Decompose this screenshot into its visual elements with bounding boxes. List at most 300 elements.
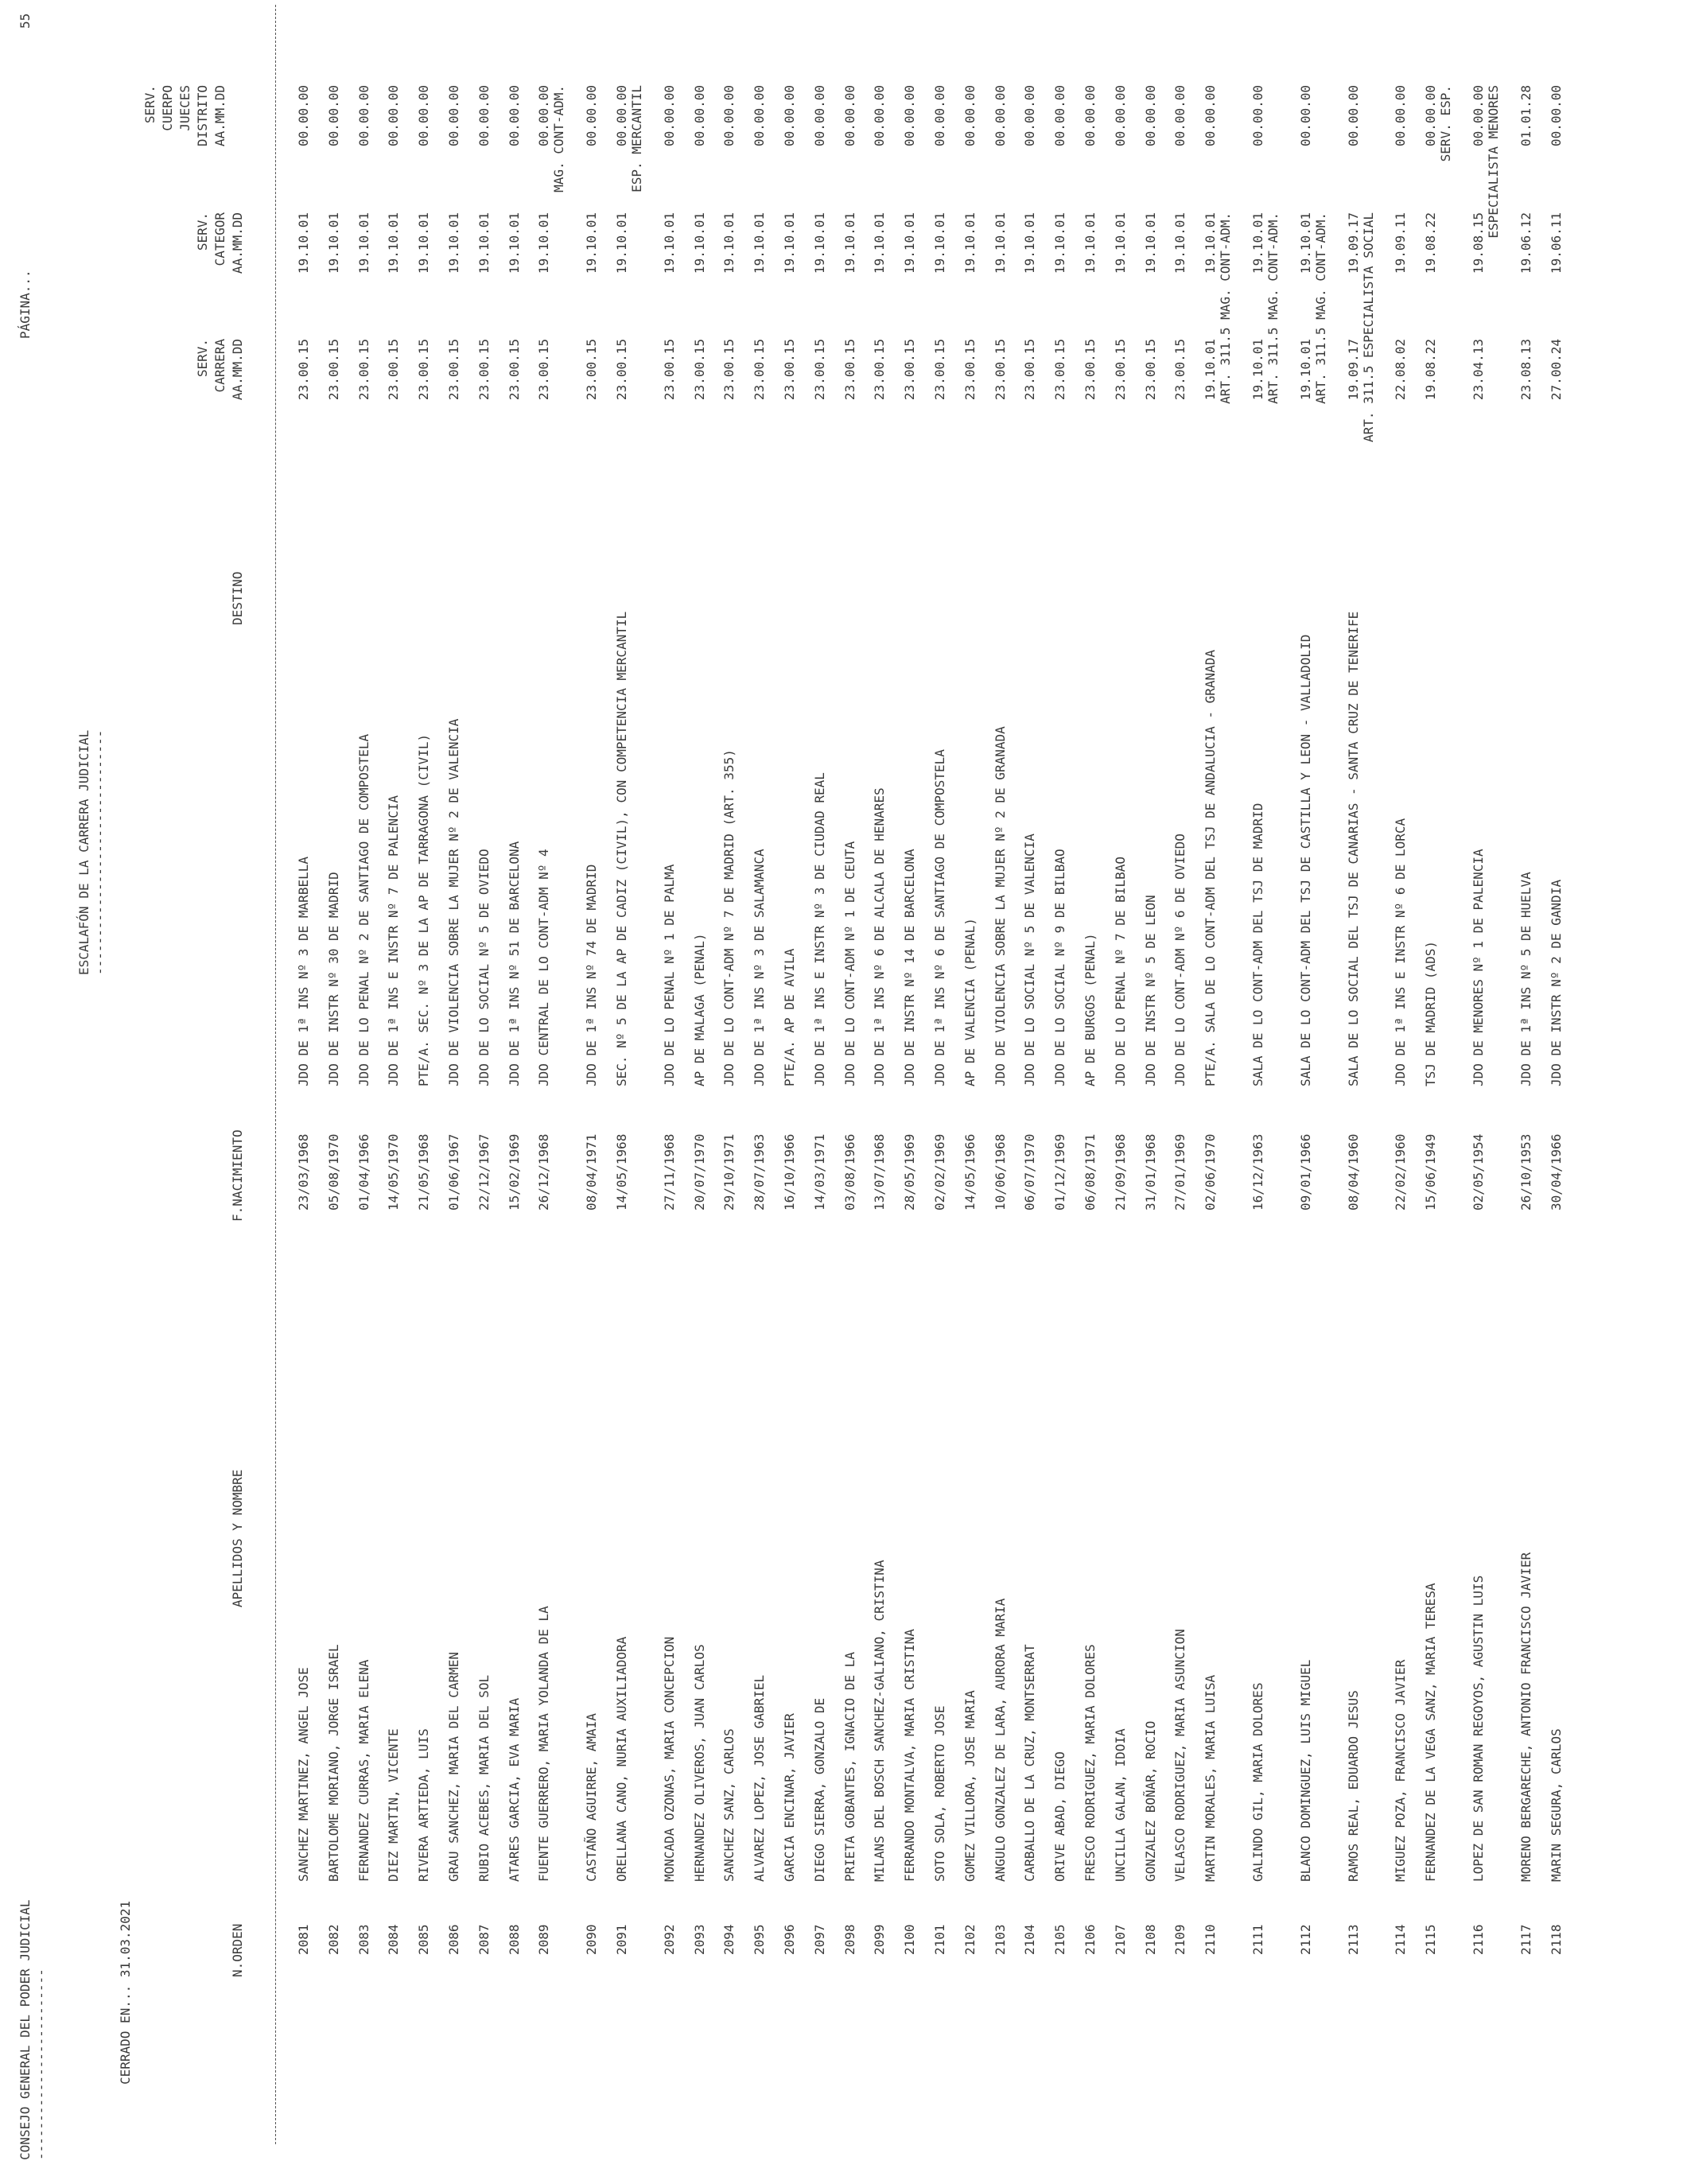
- row-birth: 28/07/1963: [752, 1133, 768, 1211]
- row-destino: JDO DE 1ª INS Nº 3 DE MARBELLA: [296, 857, 311, 1086]
- row-carrera: 23.00.15: [506, 339, 522, 401]
- row-cuerpo: 00.00.00: [356, 85, 371, 147]
- row-carrera: 23.00.15: [811, 339, 827, 401]
- table-row: [446, 0, 476, 2184]
- row-categor: 19.10.01: [1297, 212, 1313, 274]
- table-row: [536, 0, 566, 2184]
- row-name: ALVAREZ LOPEZ, JOSE GABRIEL: [752, 1674, 768, 1882]
- row-orden: 2091: [614, 1924, 629, 1955]
- row-birth: 02/06/1970: [1203, 1133, 1219, 1211]
- row-name: LOPEZ DE SAN ROMAN REGOYOS, AGUSTIN LUIS: [1471, 1575, 1486, 1882]
- row-carrera: 23.00.15: [782, 339, 797, 401]
- table-row: [1172, 0, 1203, 2184]
- row-categor: 19.10.01: [782, 212, 797, 274]
- row-categor: 19.10.01: [1083, 212, 1098, 274]
- row-birth: 09/01/1966: [1297, 1133, 1313, 1211]
- row-orden: 2105: [1052, 1924, 1068, 1955]
- row-categor: 19.09.11: [1393, 212, 1409, 274]
- row-carrera: 27.00.24: [1548, 339, 1564, 401]
- row-name: FERNANDEZ DE LA VEGA SANZ, MARIA TERESA: [1423, 1583, 1439, 1882]
- col-cuerpo-l5: AA.MM.DD: [212, 85, 227, 147]
- row-carrera: 19.08.22: [1423, 339, 1439, 401]
- row-cuerpo: 00.00.00: [1393, 85, 1409, 147]
- row-carrera: 23.00.15: [386, 339, 402, 401]
- row-categor: 19.10.01: [325, 212, 341, 274]
- row-categor: 19.10.01: [752, 212, 768, 274]
- row-categor: 19.10.01: [296, 212, 311, 274]
- row-name: SANCHEZ SANZ, CARLOS: [721, 1728, 737, 1882]
- row-birth: 15/02/1969: [506, 1133, 522, 1211]
- table-row: [1143, 0, 1173, 2184]
- row-carrera: 23.08.13: [1518, 339, 1534, 401]
- table-row: [296, 0, 326, 2184]
- row-cuerpo: 00.00.00: [1022, 85, 1038, 147]
- row-specialty-note: ART. 311.5 MAG. CONT-ADM.: [1218, 212, 1234, 404]
- org-name: CONSEJO GENERAL DEL PODER JUDICIAL: [17, 1899, 33, 2160]
- row-birth: 14/05/1968: [614, 1133, 629, 1211]
- row-orden: 2089: [536, 1924, 552, 1955]
- row-name: FERRANDO MONTALVA, MARIA CRISTINA: [902, 1629, 918, 1882]
- row-cuerpo: 00.00.00: [1112, 85, 1128, 147]
- col-cuerpo-l2: CUERPO: [160, 85, 175, 131]
- row-carrera: 23.00.15: [584, 339, 600, 401]
- row-birth: 27/11/1968: [661, 1133, 677, 1211]
- row-birth: 23/03/1968: [296, 1133, 311, 1211]
- row-name: ORIVE ABAD, DIEGO: [1052, 1751, 1068, 1882]
- row-destino: JDO DE 1ª INS Nº 3 DE SALAMANCA: [752, 849, 768, 1086]
- row-name: GONZALEZ BOÑAR, ROCIO: [1142, 1720, 1158, 1882]
- row-orden: 2097: [811, 1924, 827, 1955]
- row-carrera: 23.00.15: [842, 339, 857, 401]
- row-cuerpo: 00.00.00: [872, 85, 888, 147]
- row-birth: 15/06/1949: [1423, 1133, 1439, 1211]
- row-destino: SALA DE LO SOCIAL DEL TSJ DE CANARIAS - SANTA CRUZ DE TENERIFE: [1345, 611, 1361, 1086]
- row-birth: 27/01/1969: [1172, 1133, 1188, 1211]
- col-categor-l3: AA.MM.DD: [230, 212, 245, 274]
- row-name: HERNANDEZ OLIVEROS, JUAN CARLOS: [691, 1644, 707, 1882]
- table-row: [416, 0, 446, 2184]
- row-orden: 2095: [752, 1924, 768, 1955]
- row-specialty-note: MAG. CONT-ADM.: [551, 85, 567, 192]
- col-carrera-l2: CARRERA: [212, 339, 227, 393]
- row-categor: 19.10.01: [872, 212, 888, 274]
- row-specialty-note: ART. 311.5 MAG. CONT-ADM.: [1312, 212, 1328, 404]
- row-orden: 2084: [386, 1924, 402, 1955]
- row-name: BARTOLOME MORIANO, JORGE ISRAEL: [325, 1644, 341, 1882]
- row-birth: 14/03/1971: [811, 1133, 827, 1211]
- row-cuerpo: 00.00.00: [506, 85, 522, 147]
- row-carrera: 23.00.15: [356, 339, 371, 401]
- row-name: ANGULO GONZALEZ DE LARA, AURORA MARIA: [992, 1598, 1008, 1882]
- row-carrera: 23.00.15: [661, 339, 677, 401]
- row-destino: JDO DE LO SOCIAL Nº 5 DE VALENCIA: [1022, 834, 1038, 1086]
- row-cuerpo: 00.00.00: [296, 85, 311, 147]
- row-orden: 2090: [584, 1924, 600, 1955]
- col-cuerpo-l1: SERV.: [142, 85, 157, 124]
- row-destino: SALA DE LO CONT-ADM DEL TSJ DE MADRID: [1250, 802, 1265, 1086]
- row-categor: 19.06.12: [1518, 212, 1534, 274]
- row-birth: 30/04/1966: [1548, 1133, 1564, 1211]
- row-carrera: 23.00.15: [614, 339, 629, 401]
- row-destino: JDO DE INSTR Nº 30 DE MADRID: [325, 872, 341, 1086]
- row-cuerpo: 00.00.00: [584, 85, 600, 147]
- row-name: DIEGO SIERRA, GONZALO DE: [811, 1697, 827, 1882]
- row-cuerpo: 00.00.00: [1052, 85, 1068, 147]
- row-carrera: 23.00.15: [536, 339, 552, 401]
- row-orden: 2103: [992, 1924, 1008, 1955]
- col-cuerpo: [142, 85, 229, 152]
- table-row: [1083, 0, 1113, 2184]
- row-name: FRESCO RODRIGUEZ, MARIA DOLORES: [1083, 1644, 1098, 1882]
- row-carrera: 23.00.15: [872, 339, 888, 401]
- row-orden: 2111: [1250, 1924, 1265, 1955]
- row-categor: 19.10.01: [661, 212, 677, 274]
- row-birth: 16/12/1963: [1250, 1133, 1265, 1211]
- row-carrera: 23.00.15: [1083, 339, 1098, 401]
- row-destino: PTE/A. SEC. Nº 3 DE LA AP DE TARRAGONA (CIVIL): [416, 733, 432, 1086]
- row-categor: 19.10.01: [1112, 212, 1128, 274]
- row-destino: JDO DE LO CONT-ADM Nº 1 DE CEUTA: [842, 841, 857, 1086]
- row-orden: 2108: [1142, 1924, 1158, 1955]
- row-cuerpo: 00.00.00: [386, 85, 402, 147]
- row-categor: 19.06.11: [1548, 212, 1564, 274]
- row-destino: PTE/A. AP DE AVILA: [782, 948, 797, 1086]
- table-row: [1518, 0, 1549, 2184]
- row-orden: 2116: [1471, 1924, 1486, 1955]
- row-categor: 19.08.15: [1471, 212, 1486, 274]
- row-carrera: 23.00.15: [1052, 339, 1068, 401]
- row-name: PRIETA GOBANTES, IGNACIO DE LA: [842, 1652, 857, 1882]
- row-categor: 19.10.01: [446, 212, 461, 274]
- table-row: [842, 0, 873, 2184]
- row-specialty-note: ESPECIALISTA MENORES: [1486, 85, 1501, 239]
- row-categor: 19.10.01: [842, 212, 857, 274]
- row-carrera: 19.10.01: [1203, 339, 1219, 401]
- col-cuerpo-l4: DISTRITO: [195, 85, 210, 147]
- row-carrera: 23.00.15: [992, 339, 1008, 401]
- row-destino: SALA DE LO CONT-ADM DEL TSJ DE CASTILLA Y LEON - VALLADOLID: [1297, 634, 1313, 1086]
- col-carrera: [194, 339, 247, 406]
- row-carrera: 19.09.17: [1345, 339, 1361, 401]
- row-name: CARBALLO DE LA CRUZ, MONTSERRAT: [1022, 1644, 1038, 1882]
- row-cuerpo: 00.00.00: [782, 85, 797, 147]
- row-categor: 19.10.01: [992, 212, 1008, 274]
- row-specialty-note: SERV. ESP.: [1438, 85, 1454, 162]
- row-name: ATARES GARCIA, EVA MARIA: [506, 1697, 522, 1882]
- row-birth: 01/04/1966: [356, 1133, 371, 1211]
- row-cuerpo: 00.00.00: [1172, 85, 1188, 147]
- row-name: MONCADA OZONAS, MARIA CONCEPCION: [661, 1636, 677, 1882]
- row-cuerpo: 00.00.00: [811, 85, 827, 147]
- row-destino: JDO CENTRAL DE LO CONT-ADM Nº 4: [536, 849, 552, 1086]
- row-orden: 2087: [476, 1924, 492, 1955]
- row-categor: 19.10.01: [584, 212, 600, 274]
- page-label: PÁGINA...: [17, 270, 33, 339]
- row-birth: 14/05/1970: [386, 1133, 402, 1211]
- row-destino: JDO DE LO PENAL Nº 7 DE BILBAO: [1112, 857, 1128, 1086]
- col-carrera-l3: AA.MM.DD: [230, 339, 245, 401]
- row-orden: 2092: [661, 1924, 677, 1955]
- table-row: [507, 0, 537, 2184]
- table-row: [1298, 0, 1328, 2184]
- row-orden: 2088: [506, 1924, 522, 1955]
- row-cuerpo: 00.00.00: [721, 85, 737, 147]
- table-row: [356, 0, 387, 2184]
- row-cuerpo: 00.00.00: [962, 85, 978, 147]
- row-carrera: 19.10.01: [1297, 339, 1313, 401]
- row-carrera: 23.00.15: [752, 339, 768, 401]
- row-birth: 13/07/1968: [872, 1133, 888, 1211]
- row-specialty-note: ART. 311.5 ESPECIALISTA SOCIAL: [1360, 212, 1376, 442]
- table-row: [584, 0, 614, 2184]
- row-name: GALINDO GIL, MARIA DOLORES: [1250, 1682, 1265, 1882]
- row-cuerpo: 00.00.00: [416, 85, 432, 147]
- row-cuerpo: 00.00.00: [842, 85, 857, 147]
- col-categor: [194, 212, 247, 279]
- row-carrera: 23.00.15: [932, 339, 947, 401]
- row-birth: 05/08/1970: [325, 1133, 341, 1211]
- row-cuerpo: 00.00.00: [1142, 85, 1158, 147]
- row-birth: 22/12/1967: [476, 1133, 492, 1211]
- row-categor: 19.10.01: [962, 212, 978, 274]
- row-orden: 2100: [902, 1924, 918, 1955]
- row-birth: 31/01/1968: [1142, 1133, 1158, 1211]
- row-destino: JDO DE MENORES Nº 1 DE PALENCIA: [1471, 849, 1486, 1086]
- row-name: VELASCO RODRIGUEZ, MARIA ASUNCION: [1172, 1629, 1188, 1882]
- row-name: MARIN SEGURA, CARLOS: [1548, 1728, 1564, 1882]
- table-row: [326, 0, 356, 2184]
- row-categor: 19.10.01: [1203, 212, 1219, 274]
- row-orden: 2102: [962, 1924, 978, 1955]
- row-orden: 2115: [1423, 1924, 1439, 1955]
- row-cuerpo: 00.00.00: [661, 85, 677, 147]
- col-nacimiento: F.NACIMIENTO: [230, 1129, 245, 1222]
- table-row: [476, 0, 507, 2184]
- row-birth: 10/06/1968: [992, 1133, 1008, 1211]
- row-destino: JDO DE 1ª INS Nº 74 DE MADRID: [584, 864, 600, 1086]
- row-categor: 19.10.01: [721, 212, 737, 274]
- table-row: [386, 0, 416, 2184]
- row-destino: JDO DE INSTR Nº 14 DE BARCELONA: [902, 849, 918, 1086]
- row-cuerpo: 00.00.00: [1083, 85, 1098, 147]
- table-row: [1203, 0, 1233, 2184]
- row-orden: 2081: [296, 1924, 311, 1955]
- row-destino: JDO DE INSTR Nº 5 DE LEON: [1142, 895, 1158, 1086]
- row-carrera: 23.00.15: [962, 339, 978, 401]
- row-categor: 19.10.01: [614, 212, 629, 274]
- row-categor: 19.10.01: [811, 212, 827, 274]
- row-birth: 02/02/1969: [932, 1133, 947, 1211]
- table-row: [782, 0, 812, 2184]
- row-cuerpo: 00.00.00: [1203, 85, 1219, 147]
- row-birth: 08/04/1960: [1345, 1133, 1361, 1211]
- row-orden: 2094: [721, 1924, 737, 1955]
- row-destino: JDO DE LO PENAL Nº 1 DE PALMA: [661, 864, 677, 1086]
- row-carrera: 23.00.15: [1172, 339, 1188, 401]
- row-categor: 19.10.01: [1250, 212, 1265, 274]
- row-destino: AP DE MALAGA (PENAL): [691, 933, 707, 1086]
- row-cuerpo: 00.00.00: [992, 85, 1008, 147]
- table-row: [1113, 0, 1143, 2184]
- table-row: [993, 0, 1023, 2184]
- table-row: [662, 0, 692, 2184]
- row-carrera: 23.00.15: [446, 339, 461, 401]
- table-row: [1346, 0, 1376, 2184]
- table-row: [1423, 0, 1453, 2184]
- table-row: [1549, 0, 1579, 2184]
- row-categor: 19.09.17: [1345, 212, 1361, 274]
- row-orden: 2110: [1203, 1924, 1219, 1955]
- row-name: ORELLANA CANO, NURIA AUXILIADORA: [614, 1636, 629, 1882]
- row-destino: JDO DE VIOLENCIA SOBRE LA MUJER Nº 2 DE VALENCIA: [446, 718, 461, 1086]
- row-orden: 2114: [1393, 1924, 1409, 1955]
- col-orden: N.ORDEN: [230, 1923, 245, 1977]
- row-birth: 01/06/1967: [446, 1133, 461, 1211]
- row-orden: 2104: [1022, 1924, 1038, 1955]
- row-categor: 19.10.01: [1142, 212, 1158, 274]
- row-orden: 2107: [1112, 1924, 1128, 1955]
- col-cuerpo-l3: JUECES: [177, 85, 192, 131]
- row-destino: AP DE BURGOS (PENAL): [1083, 933, 1098, 1086]
- row-orden: 2118: [1548, 1924, 1564, 1955]
- row-orden: 2099: [872, 1924, 888, 1955]
- row-carrera: 23.00.15: [325, 339, 341, 401]
- row-cuerpo: 00.00.00: [1548, 85, 1564, 147]
- row-birth: 14/05/1966: [962, 1133, 978, 1211]
- row-carrera: 23.00.15: [721, 339, 737, 401]
- row-categor: 19.10.01: [1172, 212, 1188, 274]
- row-orden: 2082: [325, 1924, 341, 1955]
- row-destino: JDO DE LO PENAL Nº 2 DE SANTIAGO DE COMPOSTELA: [356, 733, 371, 1086]
- row-birth: 06/08/1971: [1083, 1133, 1098, 1211]
- row-orden: 2098: [842, 1924, 857, 1955]
- row-cuerpo: 00.00.00: [1423, 85, 1439, 147]
- row-orden: 2109: [1172, 1924, 1188, 1955]
- col-categor-l1: SERV.: [195, 212, 210, 251]
- header-rule: [275, 5, 276, 2144]
- row-destino: JDO DE 1ª INS Nº 6 DE ALCALA DE HENARES: [872, 787, 888, 1086]
- row-carrera: 23.00.15: [902, 339, 918, 401]
- table-row: [1052, 0, 1083, 2184]
- row-categor: 19.10.01: [691, 212, 707, 274]
- row-orden: 2093: [691, 1924, 707, 1955]
- row-name: GRAU SANCHEZ, MARIA DEL CARMEN: [446, 1652, 461, 1882]
- row-orden: 2113: [1345, 1924, 1361, 1955]
- row-destino: PTE/A. SALA DE LO CONT-ADM DEL TSJ DE ANDALUCIA - GRANADA: [1203, 649, 1219, 1086]
- table-row: [752, 0, 782, 2184]
- row-name: MORENO BERGARECHE, ANTONIO FRANCISCO JAVIER: [1518, 1552, 1534, 1882]
- row-categor: 19.10.01: [536, 212, 552, 274]
- row-cuerpo: 00.00.00: [902, 85, 918, 147]
- row-categor: 19.10.01: [506, 212, 522, 274]
- row-destino: JDO DE INSTR Nº 2 DE GANDIA: [1548, 879, 1564, 1086]
- row-name: CASTAÑO AGUIRRE, AMAIA: [584, 1713, 600, 1882]
- row-birth: 22/02/1960: [1393, 1133, 1409, 1211]
- row-name: GARCIA ENCINAR, JAVIER: [782, 1713, 797, 1882]
- row-name: SOTO SOLA, ROBERTO JOSE: [932, 1705, 947, 1882]
- row-carrera: 19.10.01: [1250, 339, 1265, 401]
- row-categor: 19.10.01: [356, 212, 371, 274]
- row-carrera: 23.04.13: [1471, 339, 1486, 401]
- table-row: [932, 0, 962, 2184]
- row-birth: 08/04/1971: [584, 1133, 600, 1211]
- table-row: [1471, 0, 1501, 2184]
- row-specialty-note: ESP. MERCANTIL: [629, 85, 644, 192]
- row-name: BLANCO DOMINGUEZ, LUIS MIGUEL: [1297, 1659, 1313, 1882]
- col-nombre: APELLIDOS Y NOMBRE: [230, 1469, 245, 1607]
- table-row: [1393, 0, 1423, 2184]
- row-cuerpo: 00.00.00: [536, 85, 552, 147]
- row-specialty-note: ART. 311.5 MAG. CONT-ADM.: [1265, 212, 1281, 404]
- row-carrera: 23.00.15: [416, 339, 432, 401]
- row-birth: 21/05/1968: [416, 1133, 432, 1211]
- row-cuerpo: 00.00.00: [325, 85, 341, 147]
- row-name: RUBIO ACEBES, MARIA DEL SOL: [476, 1674, 492, 1882]
- row-destino: SEC. Nº 5 DE LA AP DE CADIZ (CIVIL), CON COMPETENCIA MERCANTIL: [614, 611, 629, 1086]
- document-title: ESCALAFÓN DE LA CARRERA JUDICIAL: [76, 729, 91, 975]
- row-carrera: 23.00.15: [296, 339, 311, 401]
- row-birth: 21/09/1968: [1112, 1133, 1128, 1211]
- row-birth: 26/12/1968: [536, 1133, 552, 1211]
- row-cuerpo: 00.00.00: [1471, 85, 1486, 147]
- row-orden: 2096: [782, 1924, 797, 1955]
- row-cuerpo: 00.00.00: [932, 85, 947, 147]
- row-destino: JDO DE VIOLENCIA SOBRE LA MUJER Nº 2 DE GRANADA: [992, 726, 1008, 1086]
- table-row: [872, 0, 902, 2184]
- row-carrera: 23.00.15: [1022, 339, 1038, 401]
- row-destino: JDO DE LO SOCIAL Nº 5 DE OVIEDO: [476, 849, 492, 1086]
- row-cuerpo: 01.01.28: [1518, 85, 1534, 147]
- row-orden: 2117: [1518, 1924, 1534, 1955]
- row-birth: 03/08/1966: [842, 1133, 857, 1211]
- row-categor: 19.10.01: [416, 212, 432, 274]
- row-birth: 20/07/1970: [691, 1133, 707, 1211]
- row-destino: JDO DE 1ª INS E INSTR Nº 6 DE LORCA: [1393, 818, 1409, 1086]
- row-orden: 2085: [416, 1924, 432, 1955]
- row-birth: 26/10/1953: [1518, 1133, 1534, 1211]
- table-row: [1022, 0, 1052, 2184]
- row-carrera: 23.00.15: [691, 339, 707, 401]
- row-name: FUENTE GUERRERO, MARIA YOLANDA DE LA: [536, 1606, 552, 1882]
- row-categor: 19.10.01: [1052, 212, 1068, 274]
- row-orden: 2083: [356, 1924, 371, 1955]
- row-destino: JDO DE LO SOCIAL Nº 9 DE BILBAO: [1052, 849, 1068, 1086]
- row-name: MIGUEZ POZA, FRANCISCO JAVIER: [1393, 1659, 1409, 1882]
- row-name: RIVERA ARTIEDA, LUIS: [416, 1728, 432, 1882]
- row-orden: 2106: [1083, 1924, 1098, 1955]
- col-destino: DESTINO: [230, 571, 245, 625]
- row-destino: JDO DE 1ª INS Nº 6 DE SANTIAGO DE COMPOSTELA: [932, 749, 947, 1086]
- row-categor: 19.10.01: [932, 212, 947, 274]
- row-name: MILANS DEL BOSCH SANCHEZ-GALIANO, CRISTINA: [872, 1560, 888, 1882]
- row-birth: 06/07/1970: [1022, 1133, 1038, 1211]
- row-orden: 2086: [446, 1924, 461, 1955]
- row-categor: 19.08.22: [1423, 212, 1439, 274]
- table-row: [692, 0, 722, 2184]
- row-destino: JDO DE 1ª INS Nº 51 DE BARCELONA: [506, 841, 522, 1086]
- row-destino: AP DE VALENCIA (PENAL): [962, 918, 978, 1086]
- table-row: [614, 0, 644, 2184]
- row-carrera: 23.00.15: [1112, 339, 1128, 401]
- row-categor: 19.10.01: [476, 212, 492, 274]
- row-name: GOMEZ VILLORA, JOSE MARIA: [962, 1690, 978, 1882]
- row-cuerpo: 00.00.00: [614, 85, 629, 147]
- row-cuerpo: 00.00.00: [691, 85, 707, 147]
- col-carrera-l1: SERV.: [195, 339, 210, 378]
- row-cuerpo: 00.00.00: [1345, 85, 1361, 147]
- row-cuerpo: 00.00.00: [1297, 85, 1313, 147]
- table-row: [902, 0, 932, 2184]
